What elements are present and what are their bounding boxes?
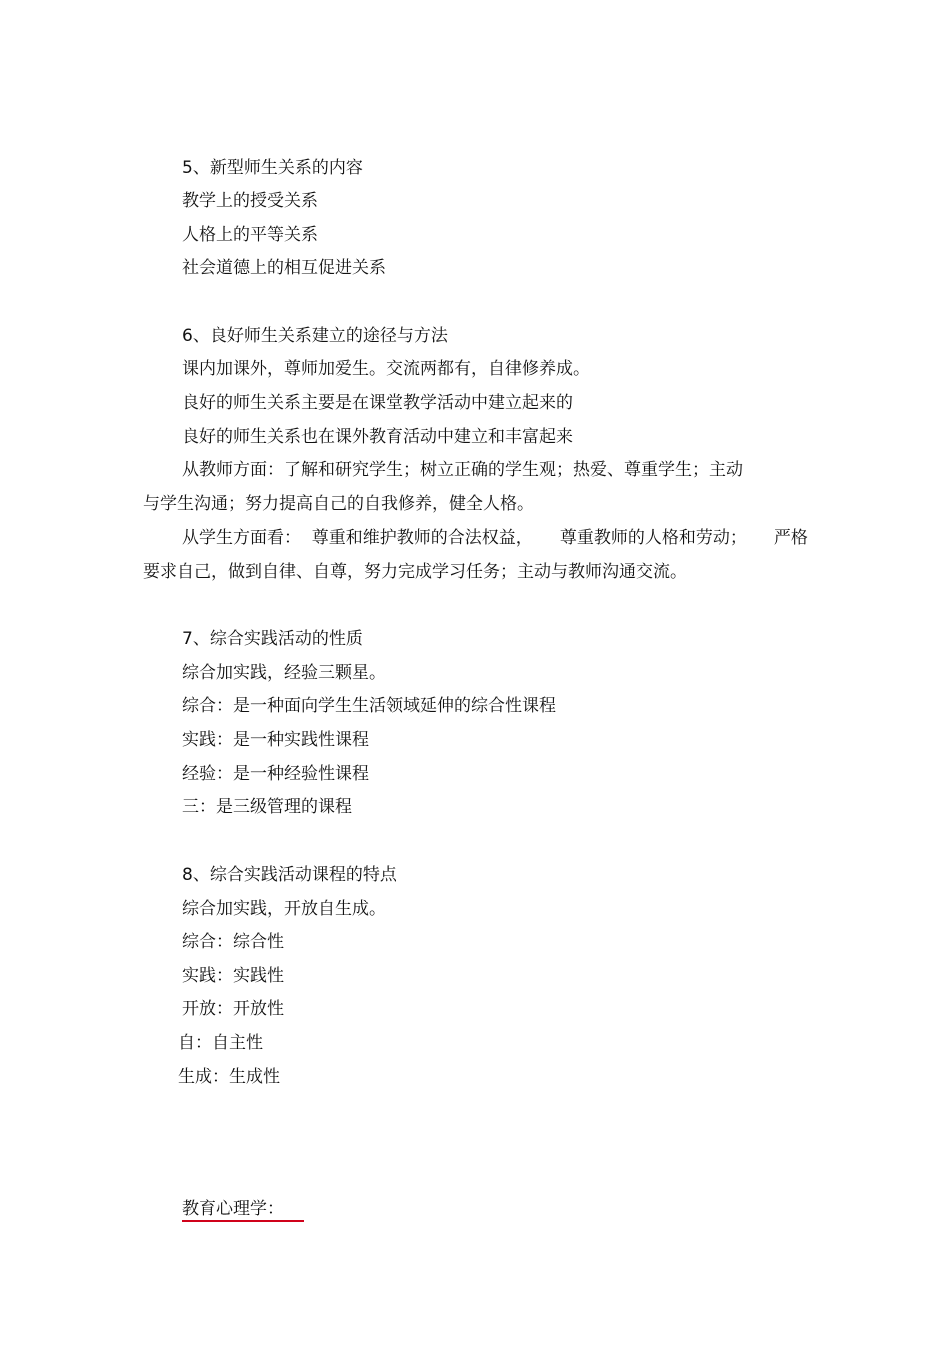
- section-6-student-line-2: 要求自己，做到自律、自尊，努力完成学习任务；主动与教师沟通交流。: [143, 562, 687, 582]
- section-7-item-4: 经验：是一种经验性课程: [182, 764, 369, 784]
- section-8-item-4: 开放：开放性: [182, 999, 284, 1019]
- section-5-item-2: 人格上的平等关系: [182, 225, 318, 245]
- section-8-item-1: 综合加实践，开放自生成。: [182, 899, 386, 919]
- section-6-student-line-1: 从学生方面看： 尊重和维护教师的合法权益， 尊重教师的人格和劳动； 严格: [182, 528, 808, 548]
- section-6-heading: 6、良好师生关系建立的途径与方法: [182, 326, 448, 346]
- next-topic-heading: 教育心理学：: [182, 1198, 304, 1222]
- section-7-item-5: 三：是三级管理的课程: [182, 797, 352, 817]
- section-5-item-3: 社会道德上的相互促进关系: [182, 258, 386, 278]
- section-8-heading: 8、综合实践活动课程的特点: [182, 865, 397, 885]
- section-5-heading: 5、新型师生关系的内容: [182, 158, 363, 178]
- section-6-item-3: 良好的师生关系也在课外教育活动中建立和丰富起来: [182, 427, 573, 447]
- section-6-teacher-line-2: 与学生沟通；努力提高自己的自我修养，健全人格。: [143, 494, 534, 514]
- section-8-item-2: 综合：综合性: [182, 932, 284, 952]
- section-7-item-3: 实践：是一种实践性课程: [182, 730, 369, 750]
- section-6-item-1: 课内加课外，尊师加爱生。交流两都有，自律修养成。: [182, 359, 590, 379]
- section-6-teacher-line-1: 从教师方面：了解和研究学生；树立正确的学生观；热爱、尊重学生；主动: [182, 460, 743, 480]
- section-8-item-5: 自：自主性: [178, 1033, 263, 1053]
- section-5-item-1: 教学上的授受关系: [182, 191, 318, 211]
- section-6-item-2: 良好的师生关系主要是在课堂教学活动中建立起来的: [182, 393, 573, 413]
- section-7-heading: 7、综合实践活动的性质: [182, 629, 363, 649]
- section-8-item-6: 生成：生成性: [178, 1067, 280, 1087]
- section-8-item-3: 实践：实践性: [182, 966, 284, 986]
- section-7-item-2: 综合：是一种面向学生生活领域延伸的综合性课程: [182, 696, 556, 716]
- section-7-item-1: 综合加实践，经验三颗星。: [182, 663, 386, 683]
